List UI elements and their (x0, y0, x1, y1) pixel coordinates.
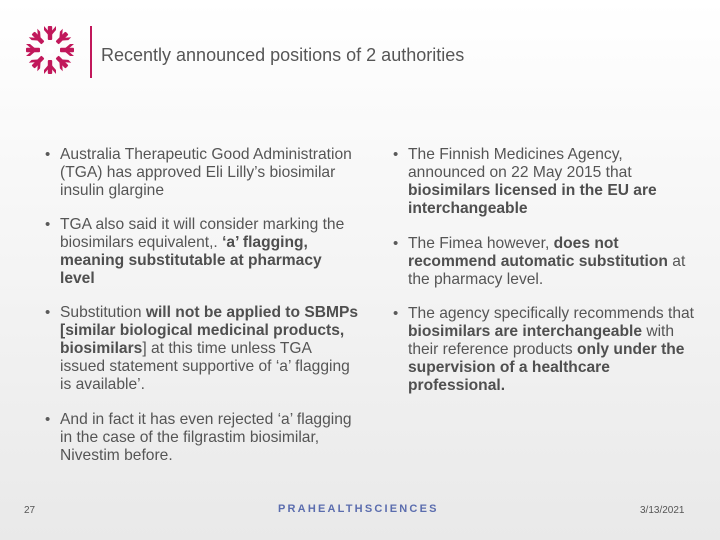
bullet-text: And in fact it has even rejected ‘a’ flagging in the case of the filgrastim biosimilar, Nivestim before. (60, 411, 352, 464)
footer-date: 3/13/2021 (640, 505, 685, 516)
bullet-dot-icon: • (393, 235, 399, 252)
bullet-text: TGA also said it will consider marking the biosimilars equivalent,. ‘a’ flagging, meaning substitutable at pharmacy level (60, 216, 345, 287)
bullet-item (42, 304, 360, 394)
bullet-dot-icon: • (45, 146, 51, 163)
bullet-item (390, 146, 702, 218)
bullet-dot-icon: • (393, 305, 399, 322)
title-divider (90, 26, 92, 78)
bullet-dot-icon: • (45, 411, 51, 428)
bullet-item (42, 216, 360, 288)
slide-title: Recently announced positions of 2 authorities (101, 45, 465, 65)
bullet-text: The Fimea however, does not recommend automatic substitution at the pharmacy level. (408, 235, 686, 288)
bullet-text: Substitution will not be applied to SBMPs [similar biological medicinal products, biosimilars] at this time unless TGA issued statement supportive of ‘a’ flagging is available’. (60, 304, 359, 393)
bullet-text: The agency specifically recommends that biosimilars are interchangeable with their reference products only under the supervision of a healthcare professional. (408, 305, 695, 394)
company-logo-icon (24, 24, 76, 76)
page-number: 27 (24, 505, 36, 516)
bullet-text: Australia Therapeutic Good Administration (TGA) has approved Eli Lilly’s biosimilar insulin glargine (60, 146, 352, 199)
bullet-item (42, 411, 360, 465)
right-column (390, 146, 702, 410)
bullet-item (390, 305, 702, 395)
bullet-dot-icon: • (45, 304, 51, 321)
bullet-item (42, 146, 360, 200)
bullet-text: The Finnish Medicines Agency, announced on 22 May 2015 that biosimilars licensed in the EU are interchangeable (408, 146, 657, 217)
left-column (42, 146, 360, 480)
bullet-dot-icon: • (45, 216, 51, 233)
bullet-dot-icon: • (393, 146, 399, 163)
footer-brand: PRAHEALTHSCIENCES (278, 503, 439, 515)
bullet-item (390, 235, 702, 289)
